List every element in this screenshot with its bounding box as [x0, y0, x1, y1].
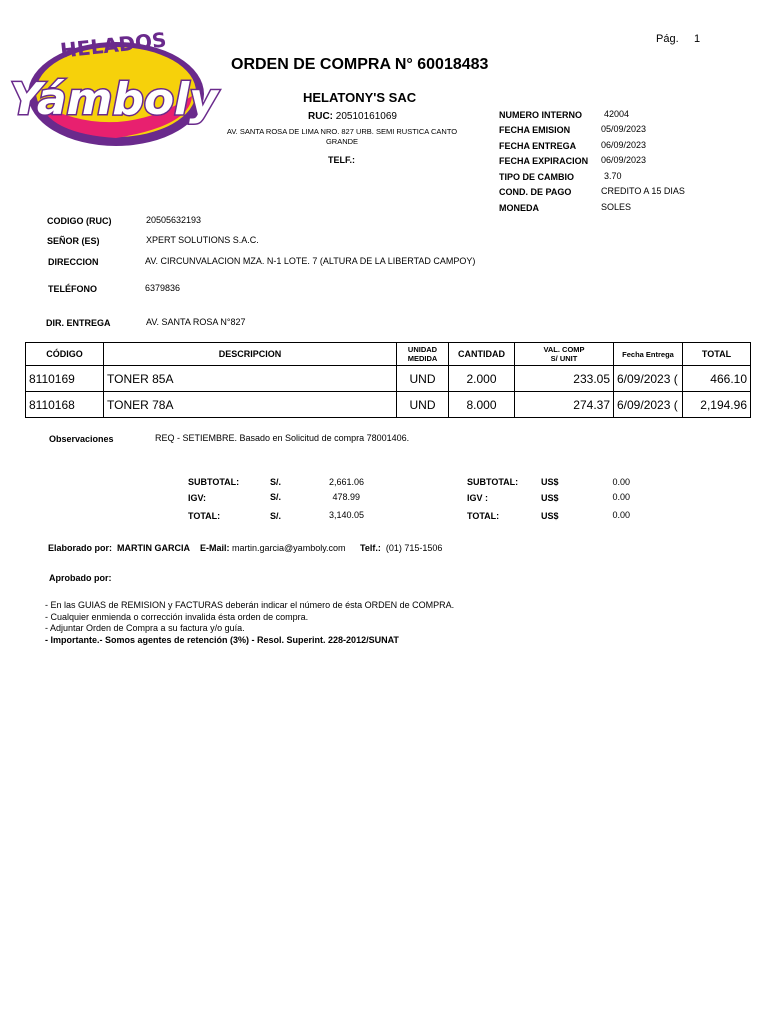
col-header-val-unit: [515, 343, 614, 366]
info-label: FECHA EXPIRACION: [499, 156, 589, 166]
cell-cantidad: 8.000: [449, 392, 515, 418]
company-name: HELATONY'S SAC: [303, 90, 417, 105]
elaborado-name: MARTIN GARCIA: [117, 543, 191, 553]
logo-brand-text: Yámboly: [10, 74, 218, 125]
elaborado-label: Elaborado por:: [48, 543, 113, 553]
email-line: [200, 543, 346, 553]
items-table: [25, 342, 751, 418]
page-number: 1: [694, 33, 701, 45]
supplier-codigo-label: CODIGO (RUC): [47, 216, 112, 226]
info-label: TIPO DE CAMBIO: [499, 172, 575, 182]
supplier-entrega-value: AV. SANTA ROSA N°827: [146, 317, 246, 327]
total-value: 2,661.06: [328, 477, 364, 487]
total-currency: US$: [541, 493, 559, 503]
col-header-descripcion: DESCRIPCION: [104, 343, 397, 366]
info-label: FECHA EMISION: [499, 125, 571, 135]
ruc-value: 20510161069: [335, 111, 397, 122]
col-header-codigo: CÓDIGO: [26, 343, 104, 366]
cell-codigo: 8110169: [26, 366, 104, 392]
table-row: [26, 366, 751, 392]
supplier-direccion-value: AV. CIRCUNVALACION MZA. N-1 LOTE. 7 (ALTURA DE LA LIBERTAD CAMPOY): [145, 256, 476, 266]
order-title: ORDEN DE COMPRA N° 60018483: [231, 56, 489, 73]
aprobado-label: Aprobado por:: [49, 573, 112, 583]
total-currency: US$: [541, 477, 559, 487]
note-item: - Adjuntar Orden de Compra a su factura y/o guía.: [45, 623, 245, 633]
telf-label: Telf.:: [360, 543, 381, 553]
supplier-codigo-value: 20505632193: [146, 215, 202, 225]
total-label: TOTAL:: [467, 511, 500, 521]
total-label: IGV:: [188, 493, 207, 503]
supplier-direccion-label: DIRECCION: [48, 257, 99, 267]
col-header-unidad-line1: UNIDAD: [407, 345, 438, 354]
col-header-unidad: [397, 343, 449, 366]
total-currency: S/.: [270, 511, 282, 521]
notes: [45, 600, 454, 646]
total-value: 0.00: [612, 492, 630, 502]
col-header-val-line1: VAL. COMP: [543, 345, 585, 354]
company-address-line2: GRANDE: [325, 137, 359, 146]
table-row: [26, 392, 751, 418]
cell-descripcion: TONER 85A: [104, 366, 397, 392]
cell-val-unit: 274.37: [515, 392, 614, 418]
logo-top-text: HELADOS: [58, 27, 168, 63]
telf-value: (01) 715-1506: [385, 543, 443, 553]
supplier-senor-label: SEÑOR (ES): [47, 236, 100, 246]
info-value: 3.70: [604, 171, 622, 181]
cell-total: 466.10: [683, 366, 751, 392]
info-label: NUMERO INTERNO: [499, 110, 582, 120]
col-header-cantidad: CANTIDAD: [449, 343, 515, 366]
info-value: 06/09/2023: [601, 140, 647, 150]
telf-line: [360, 543, 442, 553]
total-label: IGV :: [467, 493, 489, 503]
supplier-entrega-label: DIR. ENTREGA: [46, 318, 111, 328]
cell-fecha: 6/09/2023 (: [614, 366, 683, 392]
total-currency: S/.: [270, 492, 282, 502]
page-label: Pág.: [656, 33, 679, 45]
yamboly-logo: [10, 26, 218, 150]
info-value: SOLES: [601, 202, 632, 212]
elaborado-line: [48, 543, 190, 553]
col-header-unidad-line2: MEDIDA: [407, 354, 438, 363]
email-label: E-Mail:: [200, 543, 230, 553]
col-header-fecha: Fecha Entrega: [614, 343, 683, 366]
col-header-total: TOTAL: [683, 343, 751, 366]
total-label: TOTAL:: [188, 511, 221, 521]
total-currency: S/.: [270, 477, 282, 487]
supplier-telefono-value: 6379836: [145, 283, 181, 293]
company-address-line1: AV. SANTA ROSA DE LIMA NRO. 827 URB. SEMI RUSTICA CANTO: [226, 127, 458, 136]
cell-unidad: UND: [397, 392, 449, 418]
note-item: - Cualquier enmienda o corrección invalida ésta orden de compra.: [45, 611, 309, 622]
info-label: FECHA ENTREGA: [499, 141, 577, 151]
supplier-senor-value: XPERT SOLUTIONS S.A.C.: [146, 235, 259, 245]
total-value: 0.00: [612, 510, 630, 520]
cell-fecha: 6/09/2023 (: [614, 392, 683, 418]
total-label: SUBTOTAL:: [467, 477, 519, 487]
cell-total: 2,194.96: [683, 392, 751, 418]
total-value: 0.00: [612, 477, 630, 487]
cell-descripcion: TONER 78A: [104, 392, 397, 418]
info-value: CREDITO A 15 DIAS: [601, 186, 685, 196]
note-item: - En las GUIAS de REMISION y FACTURAS deberán indicar el número de ésta ORDEN de COMPRA.: [45, 600, 455, 610]
cell-val-unit: 233.05: [515, 366, 614, 392]
total-value: 478.99: [332, 492, 360, 502]
cell-unidad: UND: [397, 366, 449, 392]
observaciones-value: REQ - SETIEMBRE. Basado en Solicitud de compra 78001406.: [155, 433, 410, 443]
total-currency: US$: [541, 511, 559, 521]
info-label: COND. DE PAGO: [499, 187, 572, 197]
col-header-val-line2: S/ UNIT: [550, 354, 578, 363]
observaciones-label: Observaciones: [49, 434, 114, 444]
company-telf-label: TELF.:: [328, 155, 355, 165]
info-value: 05/09/2023: [601, 124, 647, 134]
cell-cantidad: 2.000: [449, 366, 515, 392]
info-value: 06/09/2023: [601, 155, 647, 165]
ruc-label: RUC:: [308, 111, 333, 122]
total-value: 3,140.05: [328, 510, 364, 520]
info-label: MONEDA: [499, 203, 539, 213]
info-value: 42004: [604, 109, 630, 119]
table-header-row: [26, 343, 751, 366]
email-value: martin.garcia@yamboly.com: [232, 543, 346, 553]
note-important: - Importante.- Somos agentes de retención (3%) - Resol. Superint. 228-2012/SUNAT: [45, 634, 399, 645]
supplier-telefono-label: TELÉFONO: [48, 284, 97, 294]
cell-codigo: 8110168: [26, 392, 104, 418]
total-label: SUBTOTAL:: [188, 477, 240, 487]
